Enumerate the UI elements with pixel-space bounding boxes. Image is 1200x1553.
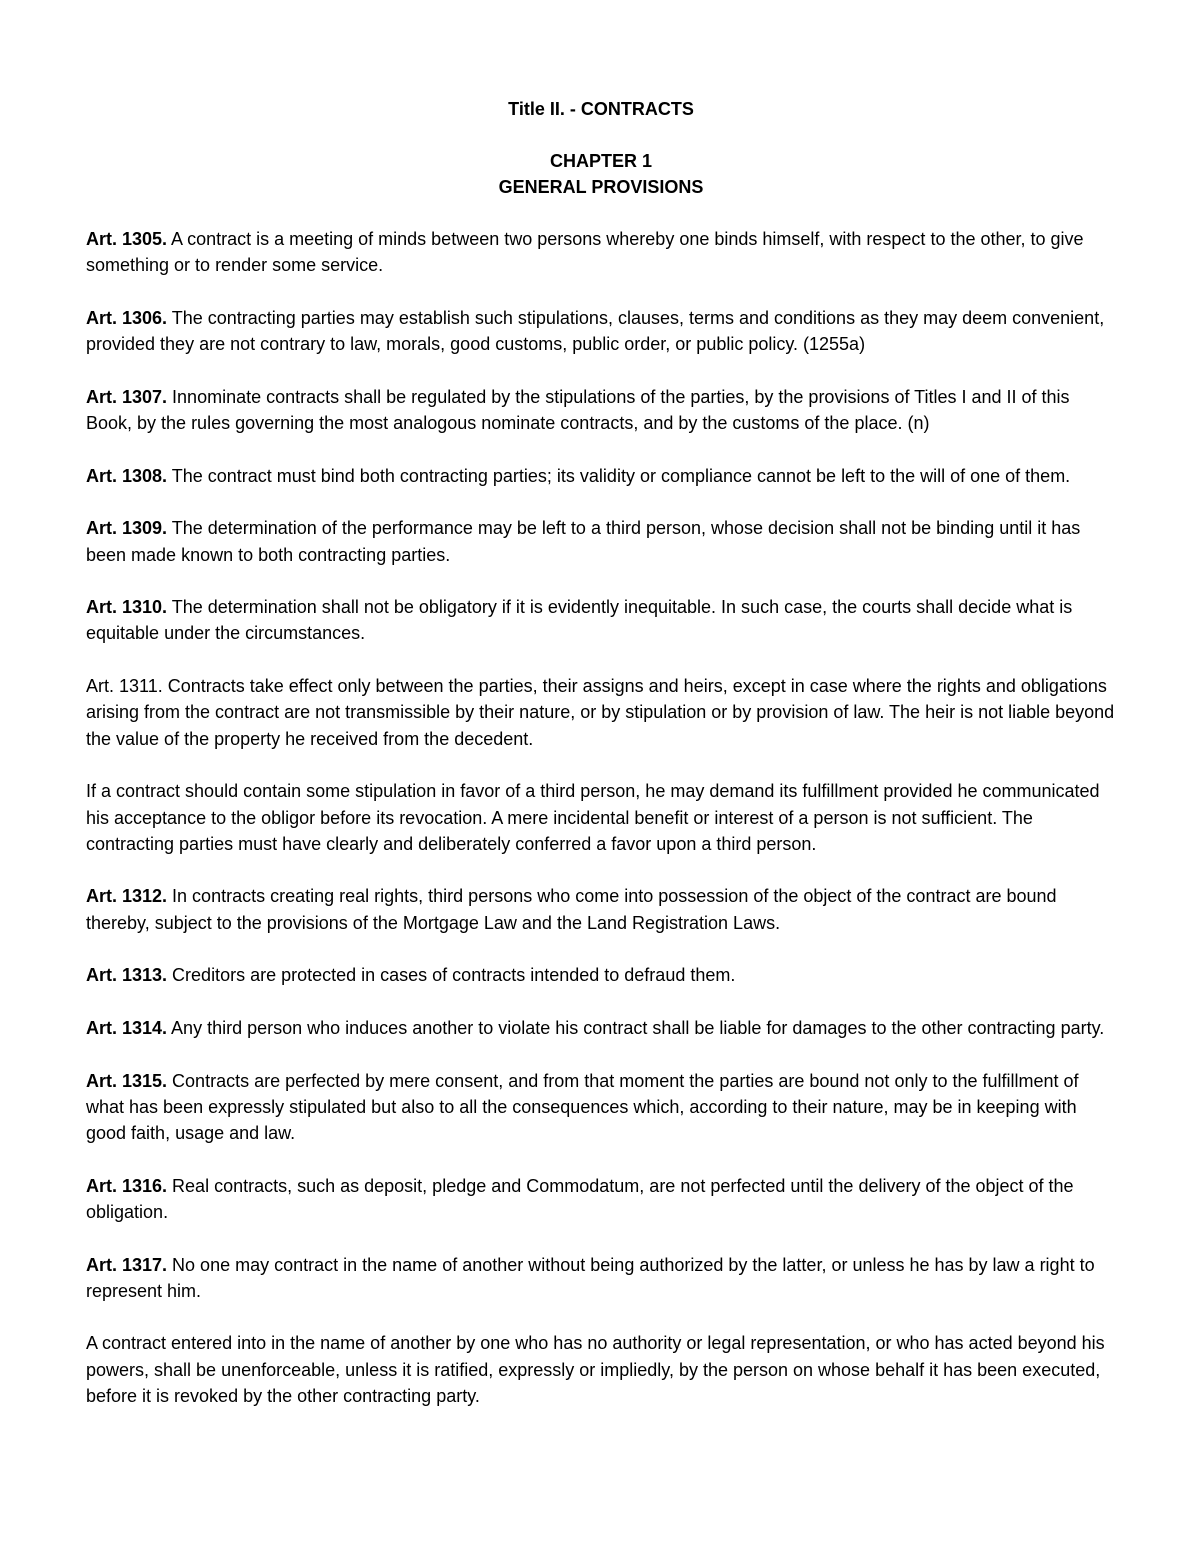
article-1311 <box>86 673 1116 752</box>
article-text: In contracts creating real rights, third persons who come into possession of the object of the contract are bound thereby, subject to the provisions of the Mortgage Law and the Land Registration Laws. <box>86 886 1057 933</box>
document-page <box>86 96 1116 1436</box>
article-1309 <box>86 515 1116 568</box>
article-text: A contract entered into in the name of another by one who has no authority or legal representation, or who has acted beyond his powers, shall be unenforceable, unless it is ratified, expressly or impliedly, by the person on whose behalf it has been executed, before it is revoked by the other contracting party. <box>86 1333 1105 1407</box>
article-1316 <box>86 1173 1116 1226</box>
article-1306 <box>86 305 1116 358</box>
chapter-title: GENERAL PROVISIONS <box>498 177 704 197</box>
chapter-heading <box>86 148 1116 200</box>
article-text: Any third person who induces another to violate his contract shall be liable for damages to the other contracting party. <box>167 1017 1105 1038</box>
article-label: Art. 1315. <box>86 1070 168 1091</box>
article-label: Art. 1307. <box>86 386 168 407</box>
document-title: Title II. - CONTRACTS <box>508 99 694 119</box>
article-text: Contracts are perfected by mere consent, and from that moment the parties are bound not only to the fulfillment of what has been expressly stipulated but also to all the consequences which, according to their nature, may be in keeping with good faith, usage and law. <box>86 1070 1079 1144</box>
article-1311-continuation <box>86 778 1116 857</box>
article-text: Real contracts, such as deposit, pledge and Commodatum, are not perfected until the delivery of the object of the obligation. <box>86 1175 1074 1222</box>
chapter-number: CHAPTER 1 <box>549 151 652 171</box>
article-text: The contracting parties may establish such stipulations, clauses, terms and conditions as they may deem convenient, provided they are not contrary to law, morals, good customs, public order, or public policy. (1255a) <box>86 307 1105 355</box>
article-label: Art. 1313. <box>86 965 168 986</box>
article-text: The determination of the performance may be left to a third person, whose decision shall not be binding until it has been made known to both contracting parties. <box>86 518 1081 565</box>
article-label: Art. 1305. <box>86 229 168 249</box>
article-1310 <box>86 594 1116 647</box>
article-label: Art. 1312. <box>86 886 168 907</box>
article-label: Art. 1306. <box>86 307 168 328</box>
article-text: Creditors are protected in cases of contracts intended to defraud them. <box>167 965 736 986</box>
article-1312 <box>86 883 1116 936</box>
article-text: The contract must bind both contracting parties; its validity or compliance cannot be left to the will of one of them. <box>167 465 1071 486</box>
article-label: Art. 1317. <box>86 1254 168 1275</box>
article-label: Art. 1311. <box>86 676 163 697</box>
article-1317-continuation <box>86 1330 1116 1409</box>
article-label: Art. 1310. <box>86 597 168 618</box>
article-text: Contracts take effect only between the parties, their assigns and heirs, except in case where the rights and obligations arising from the contract are not transmissible by their nature, or by stipulation or by provision of law. The heir is not liable beyond the value of the property he received from the decedent. <box>86 676 1115 749</box>
article-1305 <box>86 226 1116 279</box>
article-label: Art. 1308. <box>86 465 168 486</box>
article-text: The determination shall not be obligatory if it is evidently inequitable. In such case, the courts shall decide what is equitable under the circumstances. <box>86 597 1073 644</box>
article-text: A contract is a meeting of minds between two persons whereby one binds himself, with respect to the other, to give something or to render some service. <box>86 229 1084 276</box>
article-1308 <box>86 463 1116 489</box>
article-text: No one may contract in the name of another without being authorized by the latter, or unless he has by law a right to represent him. <box>86 1254 1095 1301</box>
article-1313 <box>86 962 1116 988</box>
article-text: If a contract should contain some stipulation in favor of a third person, he may demand its fulfillment provided he communicated his acceptance to the obligor before its revocation. A mere incidental benefit or interest of a person is not sufficient. The contracting parties must have clearly and deliberately conferred a favor upon a third person. <box>86 781 1100 854</box>
article-label: Art. 1316. <box>86 1175 168 1196</box>
article-1317 <box>86 1252 1116 1305</box>
article-1314 <box>86 1015 1116 1041</box>
article-label: Art. 1314. <box>86 1017 168 1038</box>
article-label: Art. 1309. <box>86 518 168 539</box>
article-1315 <box>86 1068 1116 1147</box>
article-text: Innominate contracts shall be regulated by the stipulations of the parties, by the provisions of Titles I and II of this Book, by the rules governing the most analogous nominate contracts, and by the customs of the place. (n) <box>86 386 1070 434</box>
article-1307 <box>86 384 1116 437</box>
